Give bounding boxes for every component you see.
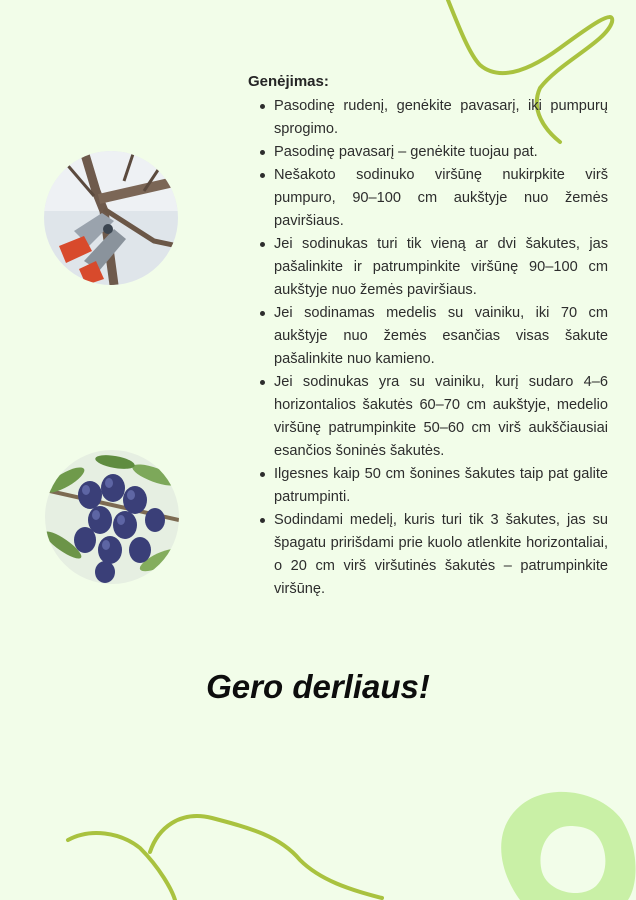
bottom-squiggle (68, 816, 382, 900)
list-item: Jei sodinamas medelis su vainiku, iki 70 cm aukštyje nuo žemės esančias visas šakute pašalinkite nuo kamieno. (274, 302, 608, 371)
list-item: Ilgesnes kaip 50 cm šonines šakutes taip pat galite patrumpinti. (274, 463, 608, 509)
list-item: Jei sodinukas yra su vainiku, kurį sudaro 4–6 horizontalios šakutės 60–70 cm aukštyje, medelio viršūnę patrumpinkite 50–60 cm virš aukščiausiai esančios šoninės šakutės. (274, 371, 608, 463)
pruning-shears-icon (44, 151, 178, 285)
closing-greeting: Gero derliaus! (206, 668, 430, 705)
green-blob (501, 792, 635, 900)
plums-photo (45, 450, 179, 584)
section-heading: Genėjimas: (248, 73, 329, 90)
list-item: Sodindami medelį, kuris turi tik 3 šakutes, jas su špagatu pririšdami prie kuolo atlenkite horizontaliai, o 20 cm virš viršutinės šakutės – patrumpinkite viršūnę. (274, 509, 608, 601)
pruning-section (248, 72, 608, 601)
list-item: Pasodinę pavasarį – genėkite tuojau pat. (274, 141, 608, 164)
plum-branch-icon (45, 450, 179, 584)
pruning-photo (44, 151, 178, 285)
list-item: Nešakoto sodinuko viršūnę nukirpkite virš pumpuro, 90–100 cm aukštyje nuo žemės paviršiaus. (274, 164, 608, 233)
pruning-instructions-list (248, 95, 608, 601)
list-item: Pasodinę rudenį, genėkite pavasarį, iki pumpurų sprogimo. (274, 95, 608, 141)
list-item: Jei sodinukas turi tik vieną ar dvi šakutes, jas pašalinkite ir patrumpinkite viršūnę 90–100 cm aukštyje nuo žemės paviršiaus. (274, 233, 608, 302)
